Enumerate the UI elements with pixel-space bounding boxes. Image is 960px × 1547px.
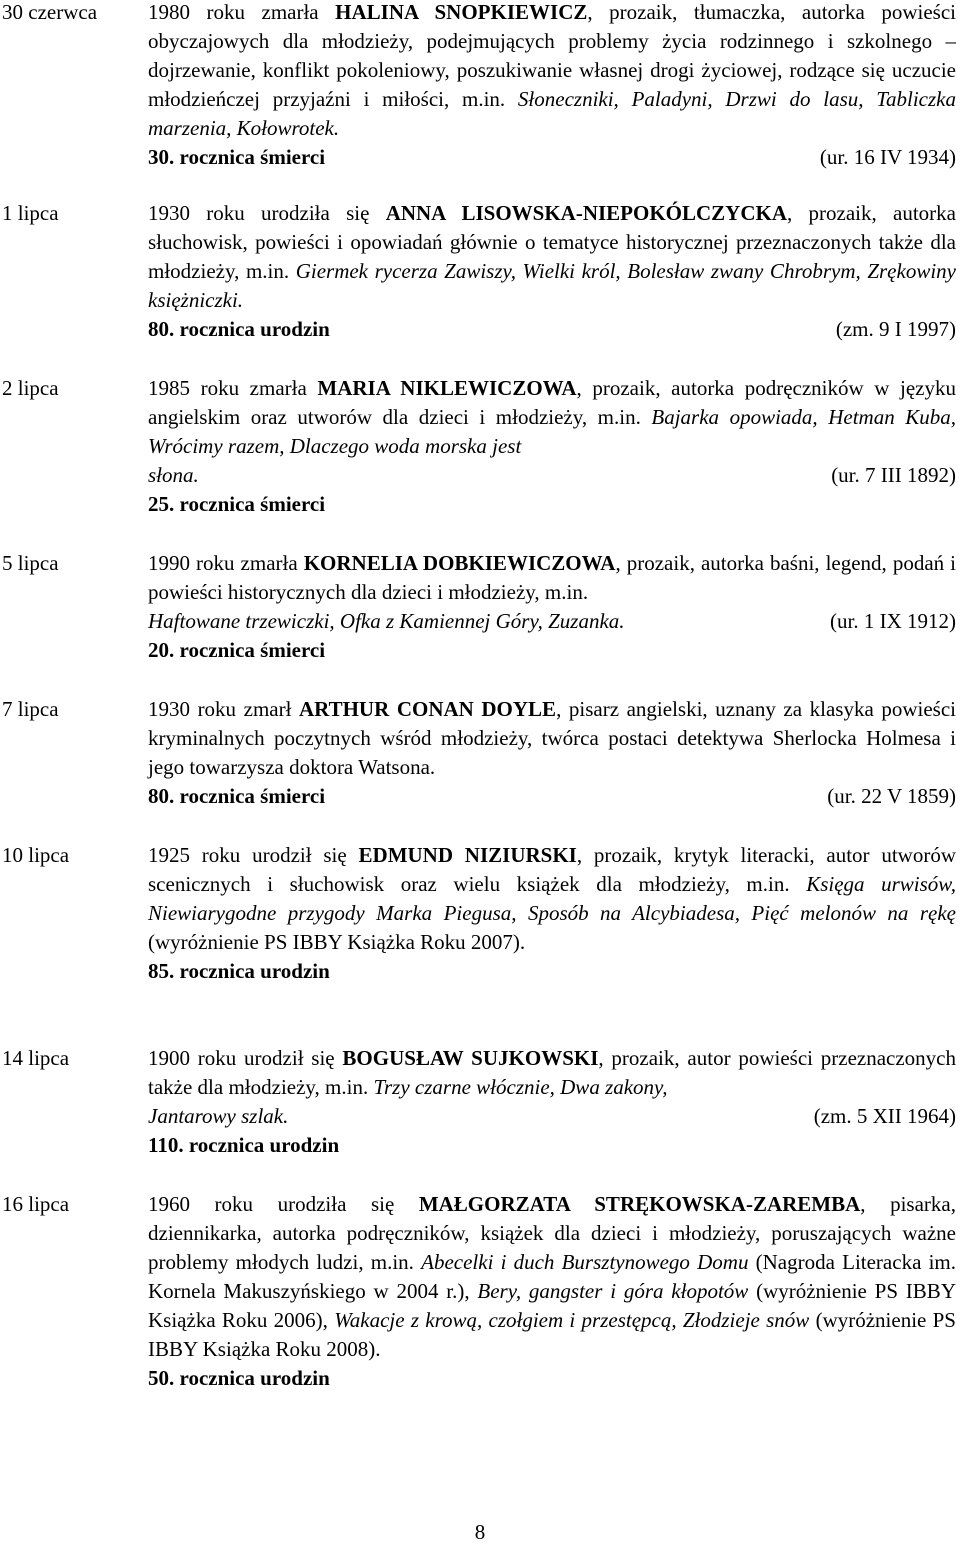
entry-text [148, 0, 956, 143]
entry-text [148, 1044, 956, 1102]
anniversary-label: 80. rocznica śmierci [148, 784, 326, 808]
entry-intro: 1930 roku zmarł [148, 697, 299, 721]
entry-text [148, 1190, 956, 1364]
author-name: HALINA SNOPKIEWICZ [335, 0, 588, 24]
author-name: BOGUSŁAW SUJKOWSKI [342, 1046, 599, 1070]
award-note-2: (wyróżnienie PS IBBY Książka Roku 2006), [148, 1279, 956, 1332]
book-titles-2: Bery, gangster i góra kłopotów [477, 1279, 749, 1303]
entry-text [148, 374, 956, 461]
page-number: 8 [474, 1520, 486, 1544]
titles-end-line [148, 1102, 956, 1131]
entry-description: , prozaik, krytyk literacki, autor utworów scenicznych i słuchowisk oraz wielu książek dla młodzieży, m.in. [148, 843, 956, 896]
book-titles-3: Wakacje z krową, czołgiem i przestępcą, Złodzieje snów [334, 1308, 810, 1332]
entry-body [148, 695, 956, 811]
anniversary-label: 110. rocznica urodzin [148, 1133, 340, 1157]
book-titles-end: Jantarowy szlak. [148, 1104, 289, 1128]
entry-text [148, 549, 956, 607]
entry-intro: 1925 roku urodził się [148, 843, 359, 867]
titles-end-line [148, 461, 956, 490]
entry-body [148, 841, 956, 986]
anniversary-line [148, 1364, 956, 1393]
entry-body [148, 0, 956, 172]
entry-description: , prozaik, autorka baśni, legend, podań i powieści historycznych dla dzieci i młodzieży, m.in. [148, 551, 957, 604]
award-note: (wyróżnienie PS IBBY Książka Roku 2007). [148, 930, 526, 954]
anniversary-line [148, 782, 956, 811]
author-name: MARIA NIKLEWICZOWA [317, 376, 577, 400]
entry-text [148, 695, 956, 782]
life-date: (zm. 5 XII 1964) [813, 1104, 956, 1128]
entry-date: 2 lipca [2, 376, 59, 400]
entry-intro: 1980 roku zmarła [148, 0, 336, 24]
anniversary-line [148, 315, 956, 344]
anniversary-line [148, 143, 956, 172]
entry-date: 7 lipca [2, 697, 59, 721]
life-date: (zm. 9 I 1997) [835, 317, 956, 341]
entry-text [148, 199, 956, 315]
entry-description: , prozaik, tłumaczka, autorka powieści obyczajowych dla młodzieży, podejmujących problemy życia rodzinnego i szkolnego – dojrzewanie, konflikt pokoleniowy, poszukiwanie własnej drogi życiowej, rodzące się uczucie młodzieńczej przyjaźni i miłości, m.in. [148, 0, 957, 111]
entry-description: , prozaik, autorka słuchowisk, powieści i opowiadań głównie o tematyce historycznej przeznaczonych także dla młodzieży, m.in. [148, 201, 956, 283]
life-date: (ur. 22 V 1859) [827, 784, 956, 808]
entry-body [148, 549, 956, 665]
entry-date: 14 lipca [2, 1046, 70, 1070]
author-name: MAŁGORZATA STRĘKOWSKA-ZAREMBA [418, 1192, 861, 1216]
anniversary-label: 20. rocznica śmierci [148, 638, 326, 662]
book-titles: Bajarka opowiada, Hetman Kuba, Wrócimy razem, Dlaczego woda morska jest [148, 405, 956, 458]
entry-body [148, 199, 956, 344]
anniversary-label: 50. rocznica urodzin [148, 1366, 330, 1390]
entry-description: , prozaik, autor powieści przeznaczonych także dla młodzieży, m.in. [148, 1046, 956, 1099]
anniversary-label: 25. rocznica śmierci [148, 492, 326, 516]
entry-intro: 1985 roku zmarła [148, 376, 318, 400]
anniversary-line [148, 957, 956, 986]
life-date: (ur. 1 IX 1912) [830, 609, 956, 633]
anniversary-label: 85. rocznica urodzin [148, 959, 330, 983]
entry-description: , prozaik, autorka podręczników w języku angielskim oraz utworów dla dzieci i młodzieży, m.in. [148, 376, 956, 429]
book-titles: Księga urwisów, Niewiarygodne przygody Marka Piegusa, Sposób na Alcybiadesa, Pięć melonów na rękę [148, 872, 956, 925]
entry-intro: 1960 roku urodziła się [148, 1192, 419, 1216]
book-titles: Abecelki i duch Bursztynowego Domu [421, 1250, 749, 1274]
entry-date: 30 czerwca [2, 0, 98, 24]
entry-date: 1 lipca [2, 201, 59, 225]
entry-body [148, 1044, 956, 1160]
entry-body [148, 1190, 956, 1393]
entry-intro: 1930 roku urodziła się [148, 201, 386, 225]
book-titles: Giermek rycerza Zawiszy, Wielki król, Bolesław zwany Chrobrym, Zrękowiny księżniczki. [148, 259, 956, 312]
anniversary-line [148, 490, 956, 519]
book-titles: Trzy czarne włócznie, Dwa zakony, [373, 1075, 668, 1099]
anniversary-label: 30. rocznica śmierci [148, 145, 326, 169]
entry-body [148, 374, 956, 519]
author-name: ANNA LISOWSKA-NIEPOKÓLCZYCKA [385, 201, 788, 225]
book-titles-end: słona. [148, 463, 199, 487]
entry-intro: 1990 roku zmarła [148, 551, 304, 575]
book-titles: Słoneczniki, Paladyni, Drzwi do lasu, Tabliczka marzenia, Kołowrotek. [148, 87, 956, 140]
award-note-3: (wyróżnienie PS IBBY Książka Roku 2008). [148, 1308, 956, 1361]
book-titles: Haftowane trzewiczki, Ofka z Kamiennej Góry, Zuzanka. [148, 609, 625, 633]
life-date: (ur. 16 IV 1934) [819, 145, 956, 169]
titles-end-line [148, 607, 956, 636]
life-date: (ur. 7 III 1892) [831, 463, 956, 487]
author-name: KORNELIA DOBKIEWICZOWA [303, 551, 616, 575]
author-name: ARTHUR CONAN DOYLE [299, 697, 557, 721]
entry-date: 5 lipca [2, 551, 59, 575]
anniversary-line [148, 1131, 956, 1160]
entry-description: , pisarka, dziennikarka, autorka podręczników, książek dla dzieci i młodzieży, poruszających ważne problemy młodych ludzi, m.in. [148, 1192, 956, 1274]
author-name: EDMUND NIZIURSKI [358, 843, 577, 867]
entry-text [148, 841, 956, 957]
entry-intro: 1900 roku urodził się [148, 1046, 343, 1070]
entry-date: 16 lipca [2, 1192, 70, 1216]
anniversary-label: 80. rocznica urodzin [148, 317, 330, 341]
anniversary-line [148, 636, 956, 665]
entry-date: 10 lipca [2, 843, 70, 867]
entry-description: , pisarz angielski, uznany za klasyka powieści kryminalnych poczytnych wśród młodzieży, twórca postaci detektywa Sherlocka Holmesa i jego towarzysza doktora Watsona. [148, 697, 957, 779]
award-note: (Nagroda Literacka im. Kornela Makuszyńskiego w 2004 r.), [148, 1250, 956, 1303]
